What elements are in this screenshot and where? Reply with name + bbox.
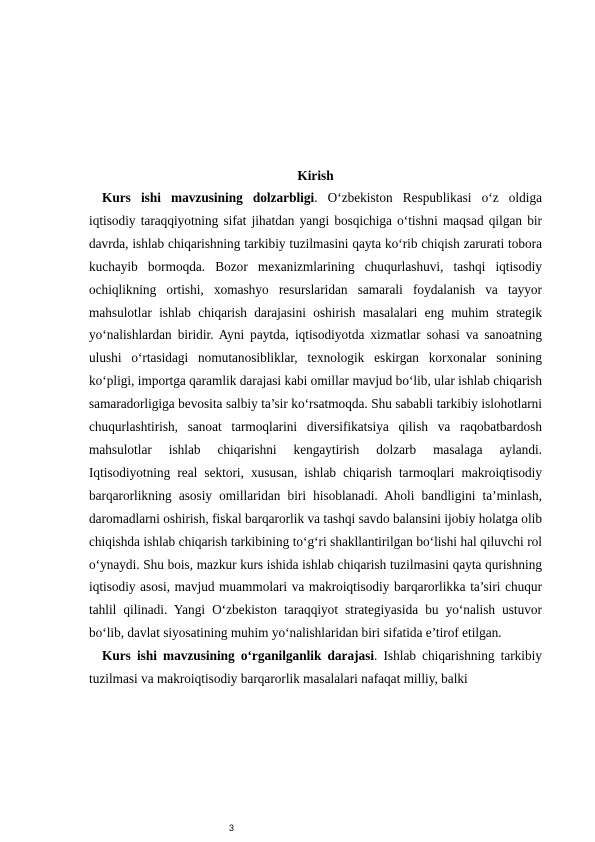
paragraph-relevance [89, 187, 542, 645]
paragraph-study-degree-body: . Ishlab chiqarishning tarkibiy tuzilmasi va makroiqtisodiy barqarorlik masalalari nafaqat milliy, balki [89, 648, 542, 687]
paragraph-relevance-lead: Kurs ishi mavzusining dolzarbligi [102, 190, 315, 205]
paragraph-study-degree-lead: Kurs ishi mavzusining o‘rganilganlik darajasi [102, 648, 375, 664]
paragraph-study-degree [89, 645, 542, 691]
document-page [89, 166, 542, 691]
paragraph-relevance-body: . O‘zbekiston Respublikasi o‘z oldiga iqtisodiy taraqqiyotning sifat jihatdan yangi bosqichiga o‘tishni maqsad qilgan bir davrda, ishlab chiqarishning tarkibiy tuzilmasini qayta ko‘rib chiqish zarurati tobora kuchayib bormoqda. Bozor mexanizmlarining chuqurlashuvi, tashqi iqtisodiy ochiqlikning ortishi, xomashyo resurslaridan samarali foydalanish va tayyor mahsulotlar ishlab chiqarish darajasini oshirish masalalari eng muhim strategik yo‘nalishlardan biridir. Ayni paytda, iqtisodiyotda xizmatlar sohasi va sanoatning ulushi o‘rtasidagi nomutanosibliklar, texnologik eskirgan korxonalar sonining ko‘pligi, importga qaramlik darajasi kabi omillar mavjud bo‘lib, ular ishlab chiqarish samaradorligiga bevosita salbiy ta’sir ko‘rsatmoqda. Shu sababli tarkibiy islohotlarni chuqurlashtirish, sanoat tarmoqlarini diversifikatsiya qilish va raqobatbardosh mahsulotlar ishlab chiqarishni kengaytirish dolzarb masalaga aylandi. Iqtisodiyotning real sektori, xususan, ishlab chiqarish tarmoqlari makroiqtisodiy barqarorlikning asosiy omillaridan biri hisoblanadi. Aholi bandligini ta’minlash, daromadlarni oshirish, fiskal barqarorlik va tashqi savdo balansini ijobiy holatga olib chiqishda ishlab chiqarish tarkibining to‘g‘ri shakllantirilgan bo‘lishi hal qiluvchi rol o‘ynaydi. Shu bois, mazkur kurs ishida ishlab chiqarish tuzilmasini qayta qurishning iqtisodiy asosi, mavjud muammolari va makroiqtisodiy barqarorlikka ta’siri chuqur tahlil qilinadi. Yangi O‘zbekiston taraqqiyot strategiyasida bu yo‘nalish ustuvor bo‘lib, davlat siyosatining muhim yo‘nalishlaridan biri sifatida e’tirof etilgan. [89, 190, 543, 641]
page-number: 3 [229, 823, 235, 833]
section-heading: Kirish [297, 168, 334, 183]
